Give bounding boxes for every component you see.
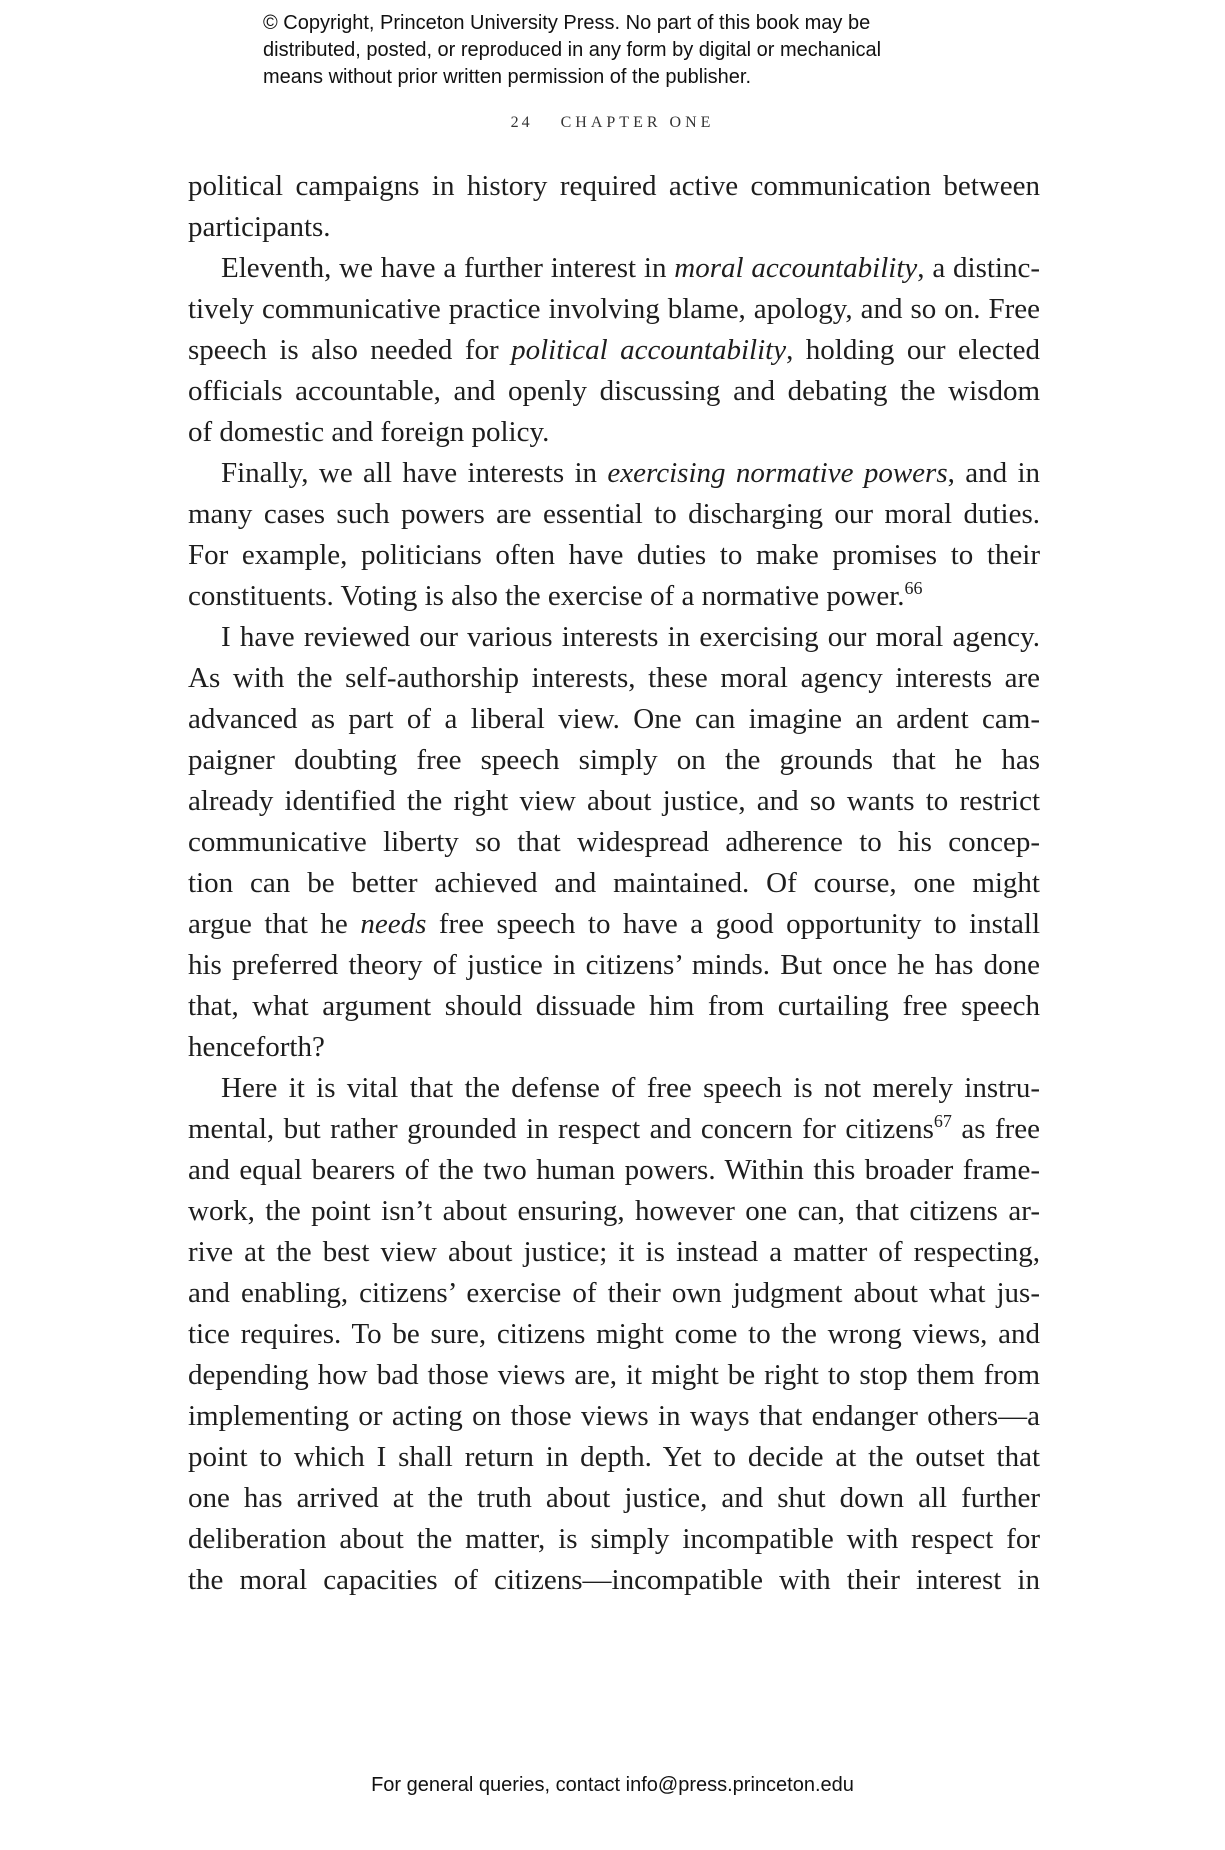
- text-line: For example, politicians often have duties to make promises to their: [188, 539, 1040, 571]
- footnote-ref: 66: [904, 578, 923, 598]
- text-line: the moral capacities of citizens—incompatible with their interest in: [188, 1564, 1040, 1596]
- text-line: participants.: [188, 211, 331, 243]
- text-line: point to which I shall return in depth. Yet to decide at the outset that: [188, 1441, 1040, 1473]
- contact-footer: For general queries, contact info@press.princeton.edu: [371, 1774, 854, 1796]
- text-line: Eleventh, we have a further interest in moral accountability, a distinc-: [221, 252, 1040, 284]
- emphasis: exercising normative powers: [607, 457, 948, 489]
- text-line: deliberation about the matter, is simply incompatible with respect for: [188, 1523, 1040, 1555]
- text-line: I have reviewed our various interests in exercising our moral agency.: [221, 621, 1040, 653]
- page-number: 24: [510, 114, 533, 131]
- body-text: [188, 166, 1040, 1601]
- text-line: tion can be better achieved and maintained. Of course, one might: [188, 867, 1040, 899]
- text-line: that, what argument should dissuade him from curtailing free speech: [188, 990, 1040, 1022]
- text-line: officials accountable, and openly discussing and debating the wisdom: [188, 375, 1040, 407]
- text-line: constituents. Voting is also the exercise of a normative power.$^{66}$: [188, 578, 923, 612]
- copyright-line: distributed, posted, or reproduced in any form by digital or mechanical: [263, 39, 882, 61]
- text-line: argue that he needs free speech to have a good opportunity to install: [188, 908, 1041, 940]
- emphasis: moral accountability: [674, 252, 918, 284]
- copyright-line: means without prior written permission of the publisher.: [263, 66, 752, 88]
- text-line: Finally, we all have interests in exercising normative powers, and in: [221, 457, 1040, 489]
- text-line: work, the point isn’t about ensuring, however one can, that citizens ar-: [188, 1195, 1040, 1227]
- text-line: communicative liberty so that widespread adherence to his concep-: [188, 826, 1040, 858]
- text-line: of domestic and foreign policy.: [188, 416, 550, 448]
- running-head: [0, 114, 1225, 132]
- text-line: and enabling, citizens’ exercise of their own judgment about what jus-: [188, 1277, 1040, 1309]
- text-line: tice requires. To be sure, citizens might come to the wrong views, and: [188, 1318, 1040, 1350]
- text-line: henceforth?: [188, 1031, 325, 1063]
- copyright-line: © Copyright, Princeton University Press. No part of this book may be: [263, 12, 871, 34]
- text-line: his preferred theory of justice in citizens’ minds. But once he has done: [188, 949, 1040, 981]
- text-line: many cases such powers are essential to discharging our moral duties.: [188, 498, 1040, 530]
- text-line: As with the self-authorship interests, these moral agency interests are: [188, 662, 1040, 694]
- text-line: paigner doubting free speech simply on the grounds that he has: [188, 744, 1040, 776]
- text-line: already identified the right view about justice, and so wants to restrict: [188, 785, 1040, 817]
- text-line: implementing or acting on those views in ways that endanger others—a: [188, 1400, 1040, 1432]
- text-line: political campaigns in history required active communication between: [188, 170, 1040, 202]
- emphasis: political accountability: [511, 334, 787, 366]
- text-line: Here it is vital that the defense of free speech is not merely instru-: [221, 1072, 1040, 1104]
- text-line: advanced as part of a liberal view. One can imagine an ardent cam-: [188, 703, 1040, 735]
- emphasis: needs: [360, 908, 427, 940]
- text-line: mental, but rather grounded in respect and concern for citizens$^{67}$ as free: [188, 1111, 1040, 1145]
- text-line: tively communicative practice involving blame, apology, and so on. Free: [188, 293, 1040, 325]
- chapter-title: CHAPTER ONE: [560, 114, 715, 131]
- text-line: one has arrived at the truth about justice, and shut down all further: [188, 1482, 1040, 1514]
- footnote-ref: 67: [933, 1111, 952, 1131]
- text-line: rive at the best view about justice; it is instead a matter of respecting,: [188, 1236, 1040, 1268]
- text-line: and equal bearers of the two human powers. Within this broader frame-: [188, 1154, 1040, 1186]
- copyright-notice: [263, 10, 1023, 91]
- text-line: speech is also needed for political accountability, holding our elected: [188, 334, 1041, 366]
- text-line: depending how bad those views are, it might be right to stop them from: [188, 1359, 1040, 1391]
